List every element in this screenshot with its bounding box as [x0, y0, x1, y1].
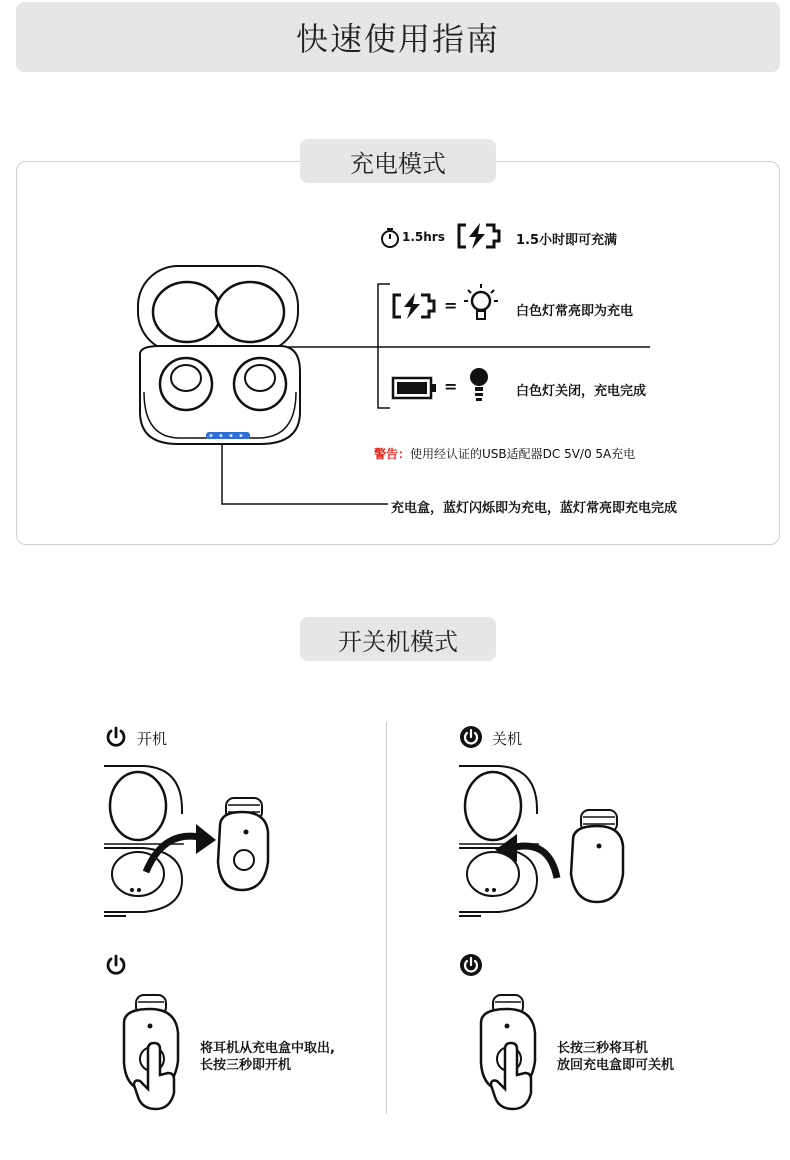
earbud-icon [218, 798, 268, 890]
equals-sign: = [444, 377, 458, 396]
charging-battery-icon [391, 292, 437, 320]
earbud-removal-illustration [104, 762, 294, 922]
charging-section-title-text: 充电模式 [350, 149, 446, 178]
full-battery-icon [391, 376, 439, 400]
column-divider [386, 722, 387, 1114]
power-solid-icon [459, 725, 483, 749]
lit-bulb-icon [463, 282, 499, 324]
power-on-instruction-line1: 将耳机从充电盒中取出, [200, 1041, 335, 1056]
earbud-return-illustration [459, 762, 649, 922]
case-light-text: 充电盒，蓝灯闪烁即为充电，蓝灯常亮即充电完成 [391, 501, 678, 516]
page-title [16, 2, 780, 72]
power-solid-icon [459, 953, 483, 977]
power-off-instruction-line1: 长按三秒将耳机 [557, 1041, 649, 1056]
power-on-instruction-line2: 长按三秒即开机 [200, 1058, 292, 1073]
earbud-icon [571, 810, 623, 902]
charging-section-title [300, 139, 496, 183]
warning-text: 使用经认证的USB适配器DC 5V/0 5A充电 [410, 447, 636, 461]
full-charge-text: 1.5小时即可充满 [516, 233, 618, 248]
power-off-instruction-line2: 放回充电盒即可关机 [557, 1058, 675, 1073]
power-on-label: 开机 [137, 730, 168, 748]
hand-press-illustration [475, 993, 555, 1113]
stopwatch-icon [379, 227, 401, 249]
warning-note [374, 445, 635, 462]
charging-light-text: 白色灯常亮即为充电 [516, 304, 634, 319]
power-off-label: 关机 [492, 730, 523, 748]
power-off-instruction [557, 1040, 674, 1074]
charging-battery-icon [456, 222, 502, 250]
page-title-text: 快速使用指南 [295, 20, 500, 58]
power-section-title [300, 617, 496, 661]
power-on-instruction [200, 1040, 335, 1074]
charged-light-text: 白色灯关闭，充电完成 [516, 384, 647, 399]
power-icon [104, 953, 128, 977]
power-section-title-text: 开关机模式 [338, 627, 458, 656]
bulb-icon [467, 366, 491, 404]
warning-label: 警告： [374, 447, 411, 461]
power-icon [104, 725, 128, 749]
equals-sign: = [444, 296, 458, 315]
hand-press-illustration [118, 993, 198, 1113]
charge-time-label: 1.5hrs [402, 230, 445, 244]
